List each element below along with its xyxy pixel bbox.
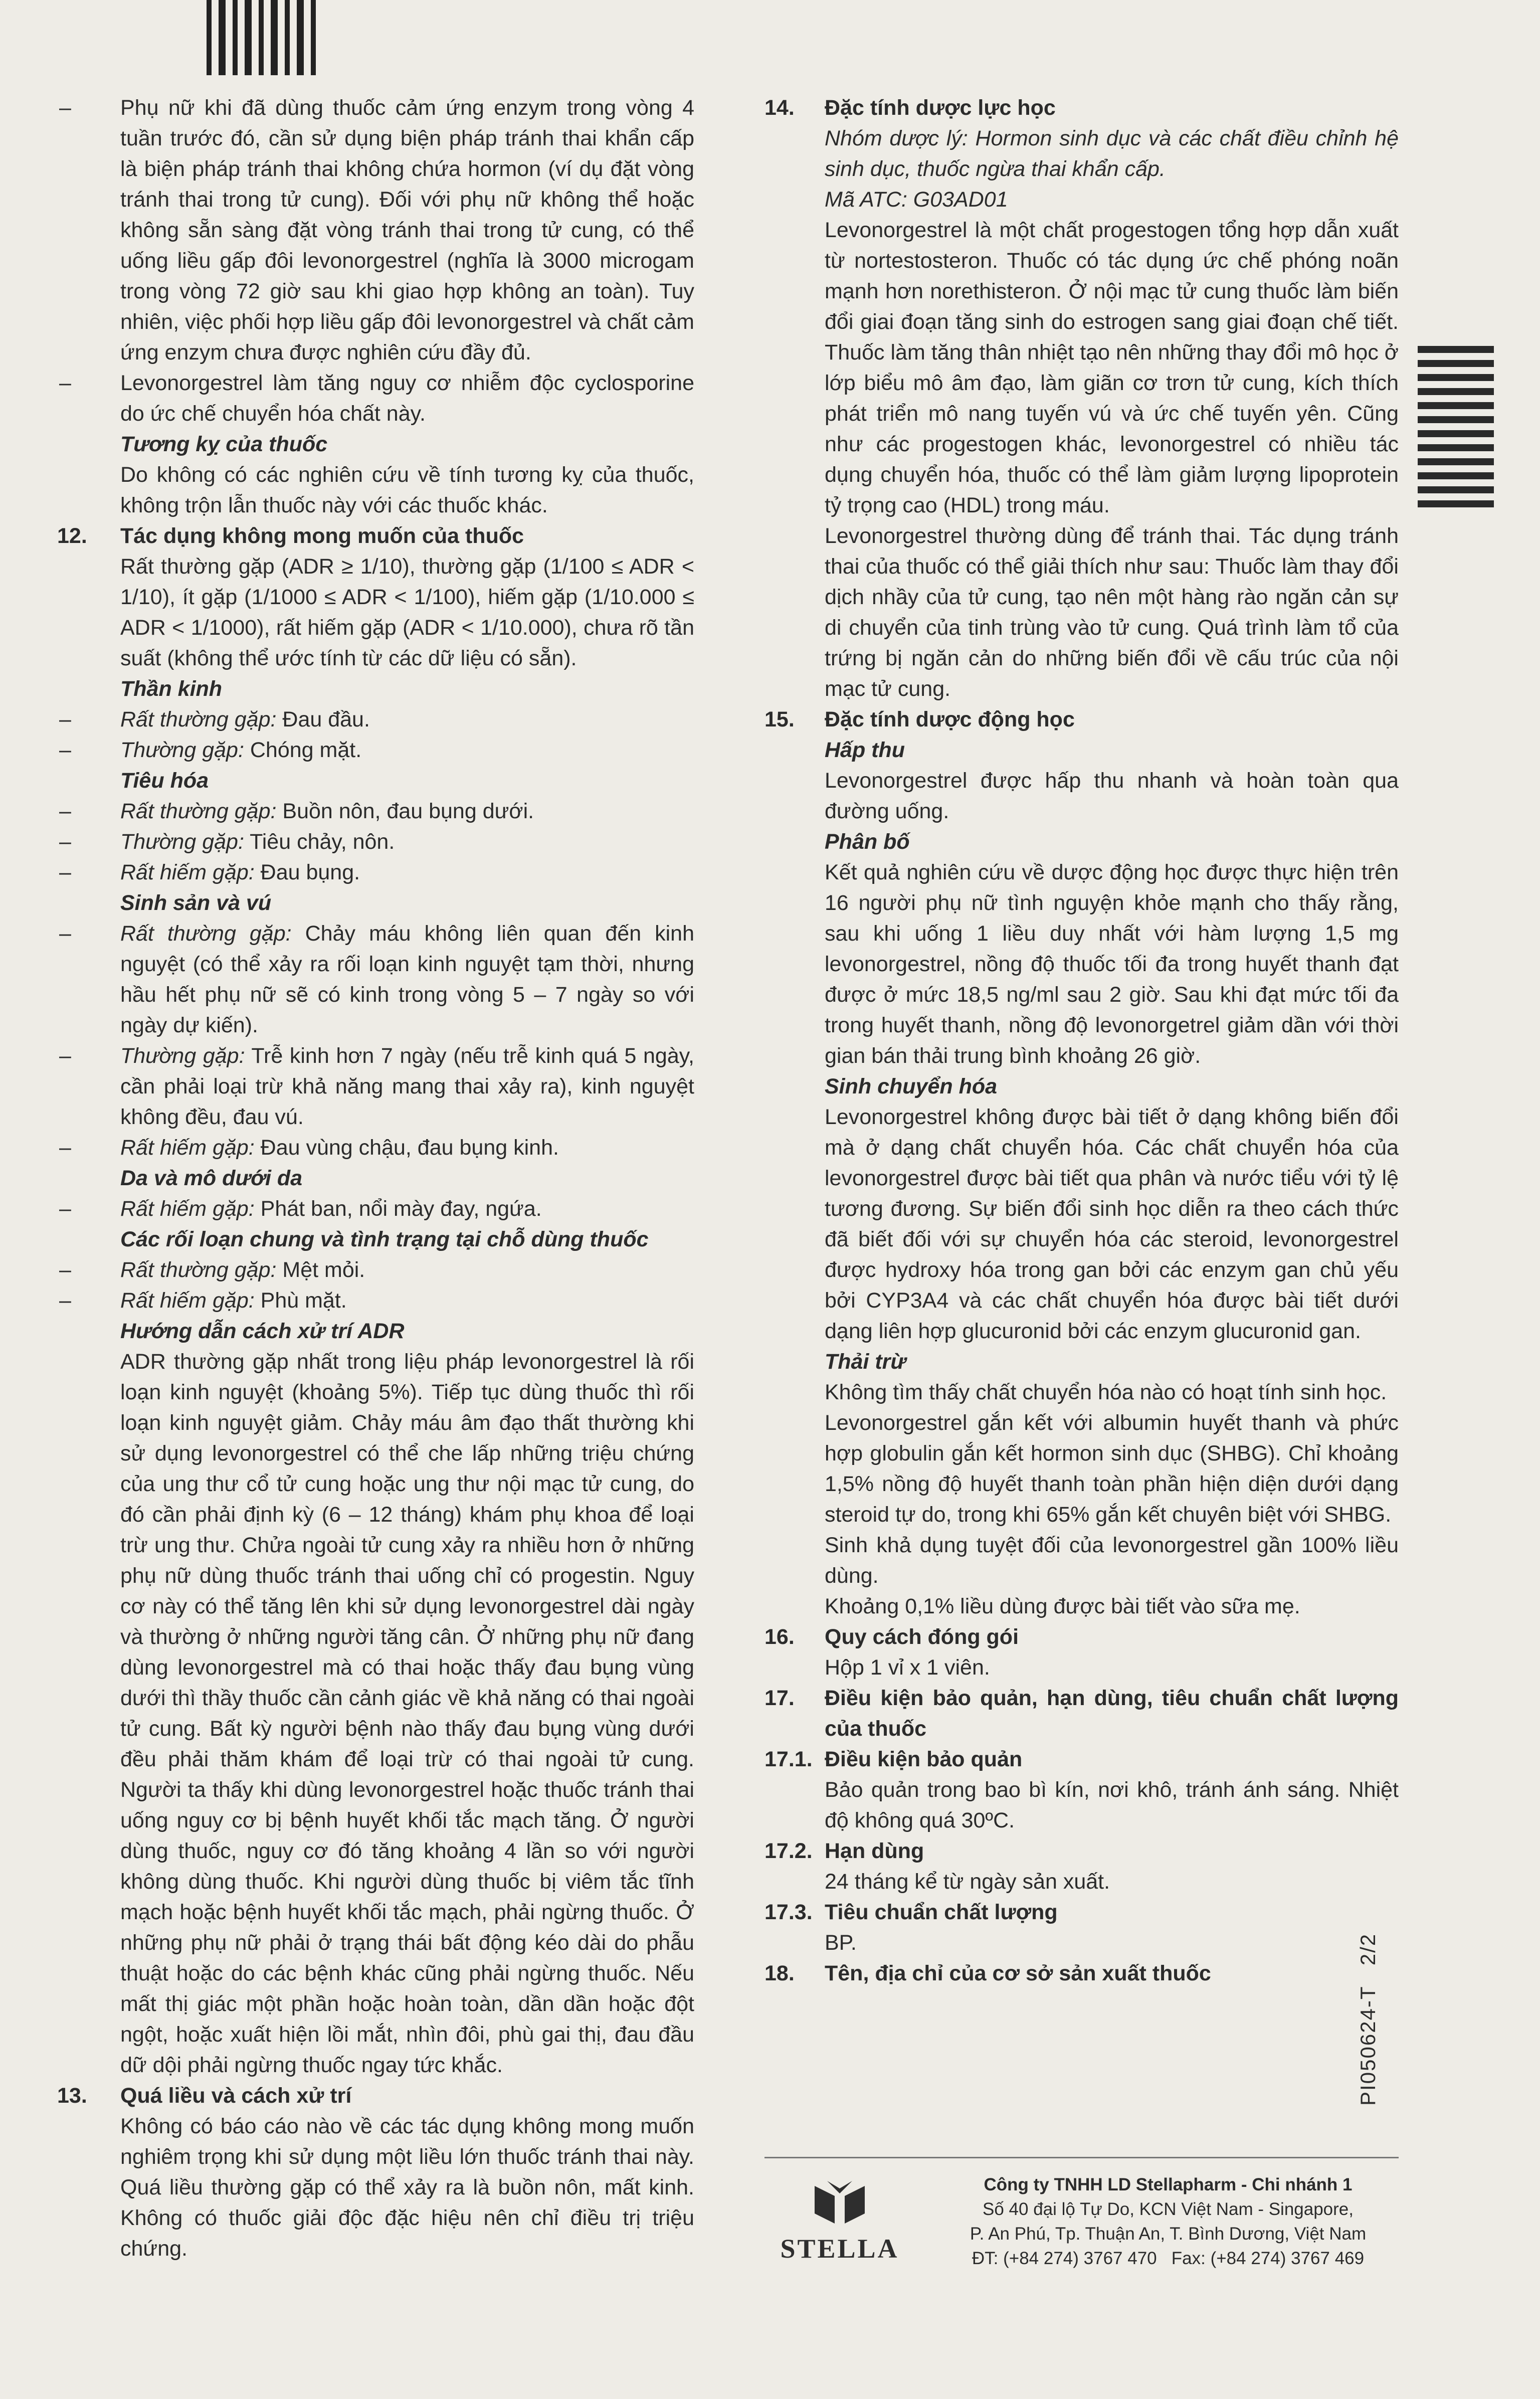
section-number: 18. xyxy=(764,1961,795,1985)
section-number: 13. xyxy=(57,2084,87,2108)
bullet-item xyxy=(50,796,694,827)
bullet-dash: – xyxy=(59,1258,71,1282)
section-heading xyxy=(764,1897,1399,1928)
top-barcode xyxy=(207,0,316,75)
bullet-text: Phù mặt. xyxy=(254,1288,347,1313)
subheading: Thần kinh xyxy=(120,677,223,701)
subheading: Sinh sản và vú xyxy=(120,891,272,915)
frequency-label: Rất thường gặp: xyxy=(120,1258,277,1282)
logo-text: STELLA xyxy=(780,2234,899,2264)
section-title: Điều kiện bảo quản, hạn dùng, tiêu chuẩn chất lượng của thuốc xyxy=(825,1686,1399,1741)
italic-paragraph: Nhóm dược lý: Hormon sinh dục và các chất điều chỉnh hệ sinh dục, thuốc ngừa thai khẩn cấp. xyxy=(825,126,1399,181)
bullet-dash: – xyxy=(59,921,71,946)
bullet-item xyxy=(50,368,694,429)
frequency-label: Thường gặp: xyxy=(120,1044,245,1068)
section-heading xyxy=(764,1622,1399,1652)
document-code: PI050624-T 2/2 xyxy=(1356,1933,1380,2106)
bullet-dash: – xyxy=(59,96,71,120)
bullet-dash: – xyxy=(59,830,71,854)
paragraph: Khoảng 0,1% liều dùng được bài tiết vào sữa mẹ. xyxy=(825,1594,1300,1618)
section-heading xyxy=(764,1836,1399,1867)
company-address-1: Số 40 đại lộ Tự Do, KCN Việt Nam - Singapore, xyxy=(983,2199,1354,2219)
bullet-dash: – xyxy=(59,371,71,395)
frequency-label: Rất thường gặp: xyxy=(120,799,277,823)
bullet-item xyxy=(50,1041,694,1133)
bullet-text: Levonorgestrel làm tăng nguy cơ nhiễm độc cyclosporine do ức chế chuyển hóa chất này. xyxy=(120,371,694,426)
stella-logo xyxy=(780,2176,900,2264)
italic-paragraph: Mã ATC: G03AD01 xyxy=(825,188,1008,212)
frequency-label: Thường gặp: xyxy=(120,738,244,762)
subheading: Da và mô dưới da xyxy=(120,1166,303,1190)
bullet-text: Đau bụng. xyxy=(254,860,360,884)
paragraph: Không có báo cáo nào về các tác dụng không mong muốn nghiêm trọng khi sử dụng một liều lớn thuốc tránh thai này. Quá liều thường gặp có thể xảy ra là buồn nôn, mất kinh. Không có thuốc giải độc đặc hiệu nên chỉ điều trị triệu chứng. xyxy=(120,2114,694,2261)
section-heading xyxy=(764,704,1399,735)
bullet-text: Đau đầu. xyxy=(276,707,370,731)
bullet-item xyxy=(50,1285,694,1316)
section-number: 16. xyxy=(764,1625,795,1649)
bullet-item xyxy=(50,735,694,766)
section-number: 17.2. xyxy=(764,1839,813,1863)
section-heading xyxy=(50,521,694,551)
paragraph: Bảo quản trong bao bì kín, nơi khô, tránh ánh sáng. Nhiệt độ không quá 30ºC. xyxy=(825,1778,1399,1832)
subheading: Hấp thu xyxy=(825,738,905,762)
section-title: Điều kiện bảo quản xyxy=(825,1747,1023,1771)
section-title: Quy cách đóng gói xyxy=(825,1625,1019,1649)
right-column xyxy=(764,93,1399,1989)
paragraph: Hộp 1 vỉ x 1 viên. xyxy=(825,1655,990,1680)
bullet-item xyxy=(50,1194,694,1224)
frequency-label: Rất thường gặp: xyxy=(120,921,292,946)
subheading: Sinh chuyển hóa xyxy=(825,1074,998,1098)
bullet-dash: – xyxy=(59,1044,71,1068)
bullet-text: Mệt mỏi. xyxy=(276,1258,365,1282)
section-number: 17.3. xyxy=(764,1900,813,1924)
bullet-dash: – xyxy=(59,707,71,731)
bullet-item xyxy=(50,918,694,1041)
frequency-label: Rất thường gặp: xyxy=(120,707,277,731)
paragraph: 24 tháng kể từ ngày sản xuất. xyxy=(825,1870,1110,1894)
paragraph: Kết quả nghiên cứu về dược động học được thực hiện trên 16 người phụ nữ tình nguyện khỏe mạnh cho thấy rằng, sau khi uống 1 liều duy nhất với hàm lượng 1,5 mg levonorgestrel, nồng độ thuốc tối đa trong huyết thanh đạt được ở mức 18,5 ng/ml sau 2 giờ. Sau khi đạt mức tối đa trong huyết thanh, nồng độ levonorgetrel giảm dần với thời gian bán thải trung bình khoảng 26 giờ. xyxy=(825,860,1399,1068)
frequency-label: Thường gặp: xyxy=(120,830,244,854)
section-number: 14. xyxy=(764,96,795,120)
bullet-item xyxy=(50,1255,694,1285)
subheading: Các rối loạn chung và tình trạng tại chỗ dùng thuốc xyxy=(120,1227,649,1251)
section-number: 12. xyxy=(57,524,87,548)
bullet-text: Buồn nôn, đau bụng dưới. xyxy=(276,799,534,823)
section-heading xyxy=(50,2081,694,2111)
section-title: Đặc tính dược lực học xyxy=(825,96,1056,120)
frequency-label: Rất hiếm gặp: xyxy=(120,1197,255,1221)
paragraph: Levonorgestrel được hấp thu nhanh và hoàn toàn qua đường uống. xyxy=(825,769,1399,823)
bullet-text: Chảy máu không liên quan đến kinh nguyệt (có thể xảy ra rối loạn kinh nguyệt tạm thời, nhưng hầu hết phụ nữ sẽ có kinh trong vòng 5 – 7 ngày so với ngày dự kiến). xyxy=(120,921,694,1037)
section-heading xyxy=(764,93,1399,123)
subheading: Hướng dẫn cách xử trí ADR xyxy=(120,1319,405,1343)
section-title: Đặc tính dược động học xyxy=(825,707,1075,731)
bullet-item xyxy=(50,827,694,857)
paragraph: Levonorgestrel là một chất progestogen tổng hợp dẫn xuất từ nortestosteron. Thuốc có tác dụng ức chế phóng noãn mạnh hơn norethisteron. Ở nội mạc tử cung thuốc làm biến đổi giai đoạn tăng sinh do estrogen sang giai đoạn chế tiết. Thuốc làm tăng thân nhiệt tạo nên những thay đổi mô học ở lớp biểu mô âm đạo, làm giãn cơ trơn tử cung, kích thích phát triển mô nang tuyến vú và ức chế tuyến yên. Cũng như các progestogen khác, levonorgestrel có nhiều tác dụng chuyển hóa, thuốc có thể làm giảm lượng lipoprotein tỷ trọng cao (HDL) trong máu. xyxy=(825,218,1399,517)
paragraph: Levonorgestrel không được bài tiết ở dạng không biến đổi mà ở dạng chất chuyển hóa. Các chất chuyển hóa của levonorgestrel được bài tiết qua phân và nước tiểu với tỷ lệ tương đương. Sự biến đổi sinh học diễn ra theo cách thức đã biết đối với sự chuyển hóa các steroid, levonorgestrel được hydroxy hóa trong gan bởi các enzym gan chủ yếu bởi CYP3A4 và các chất chuyển hóa được bài tiết dưới dạng liên hợp glucuronid bởi các enzym glucuronid gan. xyxy=(825,1105,1399,1343)
section-heading xyxy=(764,1683,1399,1744)
frequency-label: Rất hiếm gặp: xyxy=(120,1136,255,1160)
paragraph: Do không có các nghiên cứu về tính tương kỵ của thuốc, không trộn lẫn thuốc này với các thuốc khác. xyxy=(120,463,694,517)
bullet-dash: – xyxy=(59,1197,71,1221)
bullet-item xyxy=(50,704,694,735)
section-title: Tiêu chuẩn chất lượng xyxy=(825,1900,1058,1924)
section-title: Tên, địa chỉ của cơ sở sản xuất thuốc xyxy=(825,1961,1211,1985)
bullet-dash: – xyxy=(59,860,71,884)
section-number: 17.1. xyxy=(764,1747,813,1771)
bullet-text: Chóng mặt. xyxy=(244,738,362,762)
section-number: 17. xyxy=(764,1686,795,1710)
subheading: Tương kỵ của thuốc xyxy=(120,432,328,456)
company-phone-fax: ĐT: (+84 274) 3767 470 Fax: (+84 274) 3767 469 xyxy=(972,2249,1365,2268)
section-title: Quá liều và cách xử trí xyxy=(120,2084,352,2108)
footer-divider xyxy=(764,2157,1399,2158)
bullet-text: Phát ban, nổi mày đay, ngứa. xyxy=(254,1197,542,1221)
section-number: 15. xyxy=(764,707,795,731)
frequency-label: Rất hiếm gặp: xyxy=(120,1288,255,1313)
manufacturer-info xyxy=(932,2172,1404,2271)
bullet-item xyxy=(50,93,694,368)
bullet-dash: – xyxy=(59,738,71,762)
bullet-dash: – xyxy=(59,1288,71,1313)
section-heading xyxy=(764,1744,1399,1775)
bullet-text: Đau vùng chậu, đau bụng kinh. xyxy=(254,1136,559,1160)
bullet-text: Trễ kinh hơn 7 ngày (nếu trễ kinh quá 5 ngày, cần phải loại trừ khả năng mang thai xảy ra), kinh nguyệt không đều, đau vú. xyxy=(120,1044,694,1129)
bullet-dash: – xyxy=(59,799,71,823)
paragraph: Levonorgestrel gắn kết với albumin huyết thanh và phức hợp globulin gắn kết hormon sinh dục (SHBG). Chỉ khoảng 1,5% nồng độ huyết thanh toàn phần hiện diện dưới dạng steroid tự do, trong khi 65% gắn kết chuyên biệt với SHBG. xyxy=(825,1411,1399,1527)
stella-logo-icon xyxy=(810,2176,870,2231)
section-title: Hạn dùng xyxy=(825,1839,924,1863)
frequency-label: Rất hiếm gặp: xyxy=(120,860,255,884)
left-column xyxy=(50,93,694,2264)
side-register-marks xyxy=(1418,346,1494,514)
subheading: Tiêu hóa xyxy=(120,769,209,793)
paragraph: Sinh khả dụng tuyệt đối của levonorgestrel gần 100% liều dùng. xyxy=(825,1533,1399,1588)
subheading: Thải trừ xyxy=(825,1350,906,1374)
bullet-item xyxy=(50,1133,694,1163)
bullet-dash: – xyxy=(59,1136,71,1160)
section-heading xyxy=(764,1958,1399,1989)
paragraph: Rất thường gặp (ADR ≥ 1/10), thường gặp (1/100 ≤ ADR < 1/10), ít gặp (1/1000 ≤ ADR < 1/100), hiếm gặp (1/10.000 ≤ ADR < 1/1000), rất hiếm gặp (ADR < 1/10.000), chưa rõ tần suất (không thể ước tính từ các dữ liệu có sẵn). xyxy=(120,555,694,670)
subheading: Phân bố xyxy=(825,830,910,854)
company-address-2: P. An Phú, Tp. Thuận An, T. Bình Dương, Việt Nam xyxy=(970,2224,1367,2244)
paragraph: ADR thường gặp nhất trong liệu pháp levonorgestrel là rối loạn kinh nguyệt (khoảng 5%). Tiếp tục dùng thuốc thì rối loạn kinh nguyệt giảm. Chảy máu âm đạo thất thường khi sử dụng levonorgestrel có thể che lấp những triệu chứng của ung thư cổ tử cung hoặc ung thư nội mạc tử cung, do đó cần phải định kỳ (6 – 12 tháng) khám phụ khoa để loại trừ ung thư. Chửa ngoài tử cung xảy ra nhiều hơn ở những phụ nữ dùng thuốc tránh thai uống chỉ có progestin. Nguy cơ này có thể tăng lên khi sử dụng levonorgestrel dài ngày và thường ở những người tăng cân. Ở những phụ nữ đang dùng levonorgestrel mà có thai hoặc thấy đau bụng vùng dưới thì thầy thuốc cần cảnh giác về khả năng có thai ngoài tử cung. Bất kỳ người bệnh nào thấy đau bụng vùng dưới đều phải thăm khám để loại trừ có thai ngoài tử cung. Người ta thấy khi dùng levonorgestrel hoặc thuốc tránh thai uống nguy cơ bị bệnh huyết khối tắc mạch tăng. Ở người dùng thuốc, nguy cơ đó tăng khoảng 4 lần so với người không dùng thuốc. Khi người dùng thuốc bị viêm tắc tĩnh mạch hoặc bệnh huyết khối tắc mạch, phải ngừng thuốc. Ở những phụ nữ phải ở trạng thái bất động kéo dài do phẫu thuật hoặc do các bệnh khác cũng phải ngừng thuốc. Nếu mất thị giác một phần hoặc hoàn toàn, dần dần hoặc đột ngột, hoặc xuất hiện lồi mắt, nhìn đôi, phù gai thị, đau đầu dữ dội phải ngừng thuốc ngay tức khắc. xyxy=(120,1350,694,2077)
bullet-text: Tiêu chảy, nôn. xyxy=(244,830,395,854)
bullet-text: Phụ nữ khi đã dùng thuốc cảm ứng enzym trong vòng 4 tuần trước đó, cần sử dụng biện pháp tránh thai khẩn cấp là biện pháp tránh thai không chứa hormon (ví dụ đặt vòng tránh thai trong tử cung). Đối với phụ nữ không thể hoặc không sẵn sàng đặt vòng tránh thai trong tử cung, có thể uống liều gấp đôi levonorgestrel (nghĩa là 3000 microgam trong vòng 72 giờ sau khi giao hợp không an toàn). Tuy nhiên, việc phối hợp liều gấp đôi levonorgestrel và chất cảm ứng enzym chưa được nghiên cứu đầy đủ. xyxy=(120,96,694,364)
company-name: Công ty TNHH LD Stellapharm - Chi nhánh 1 xyxy=(984,2175,1353,2194)
paragraph: Levonorgestrel thường dùng để tránh thai. Tác dụng tránh thai của thuốc có thể giải thích như sau: Thuốc làm thay đổi dịch nhầy của tử cung, tạo nên một hàng rào ngăn cản sự di chuyển của tinh trùng vào tử cung. Quá trình làm tổ của trứng bị ngăn cản do những biến đổi về cấu trúc của nội mạc tử cung. xyxy=(825,524,1399,701)
paragraph: Không tìm thấy chất chuyển hóa nào có hoạt tính sinh học. xyxy=(825,1380,1387,1404)
bullet-item xyxy=(50,857,694,888)
section-title: Tác dụng không mong muốn của thuốc xyxy=(120,524,524,548)
paragraph: BP. xyxy=(825,1931,857,1955)
